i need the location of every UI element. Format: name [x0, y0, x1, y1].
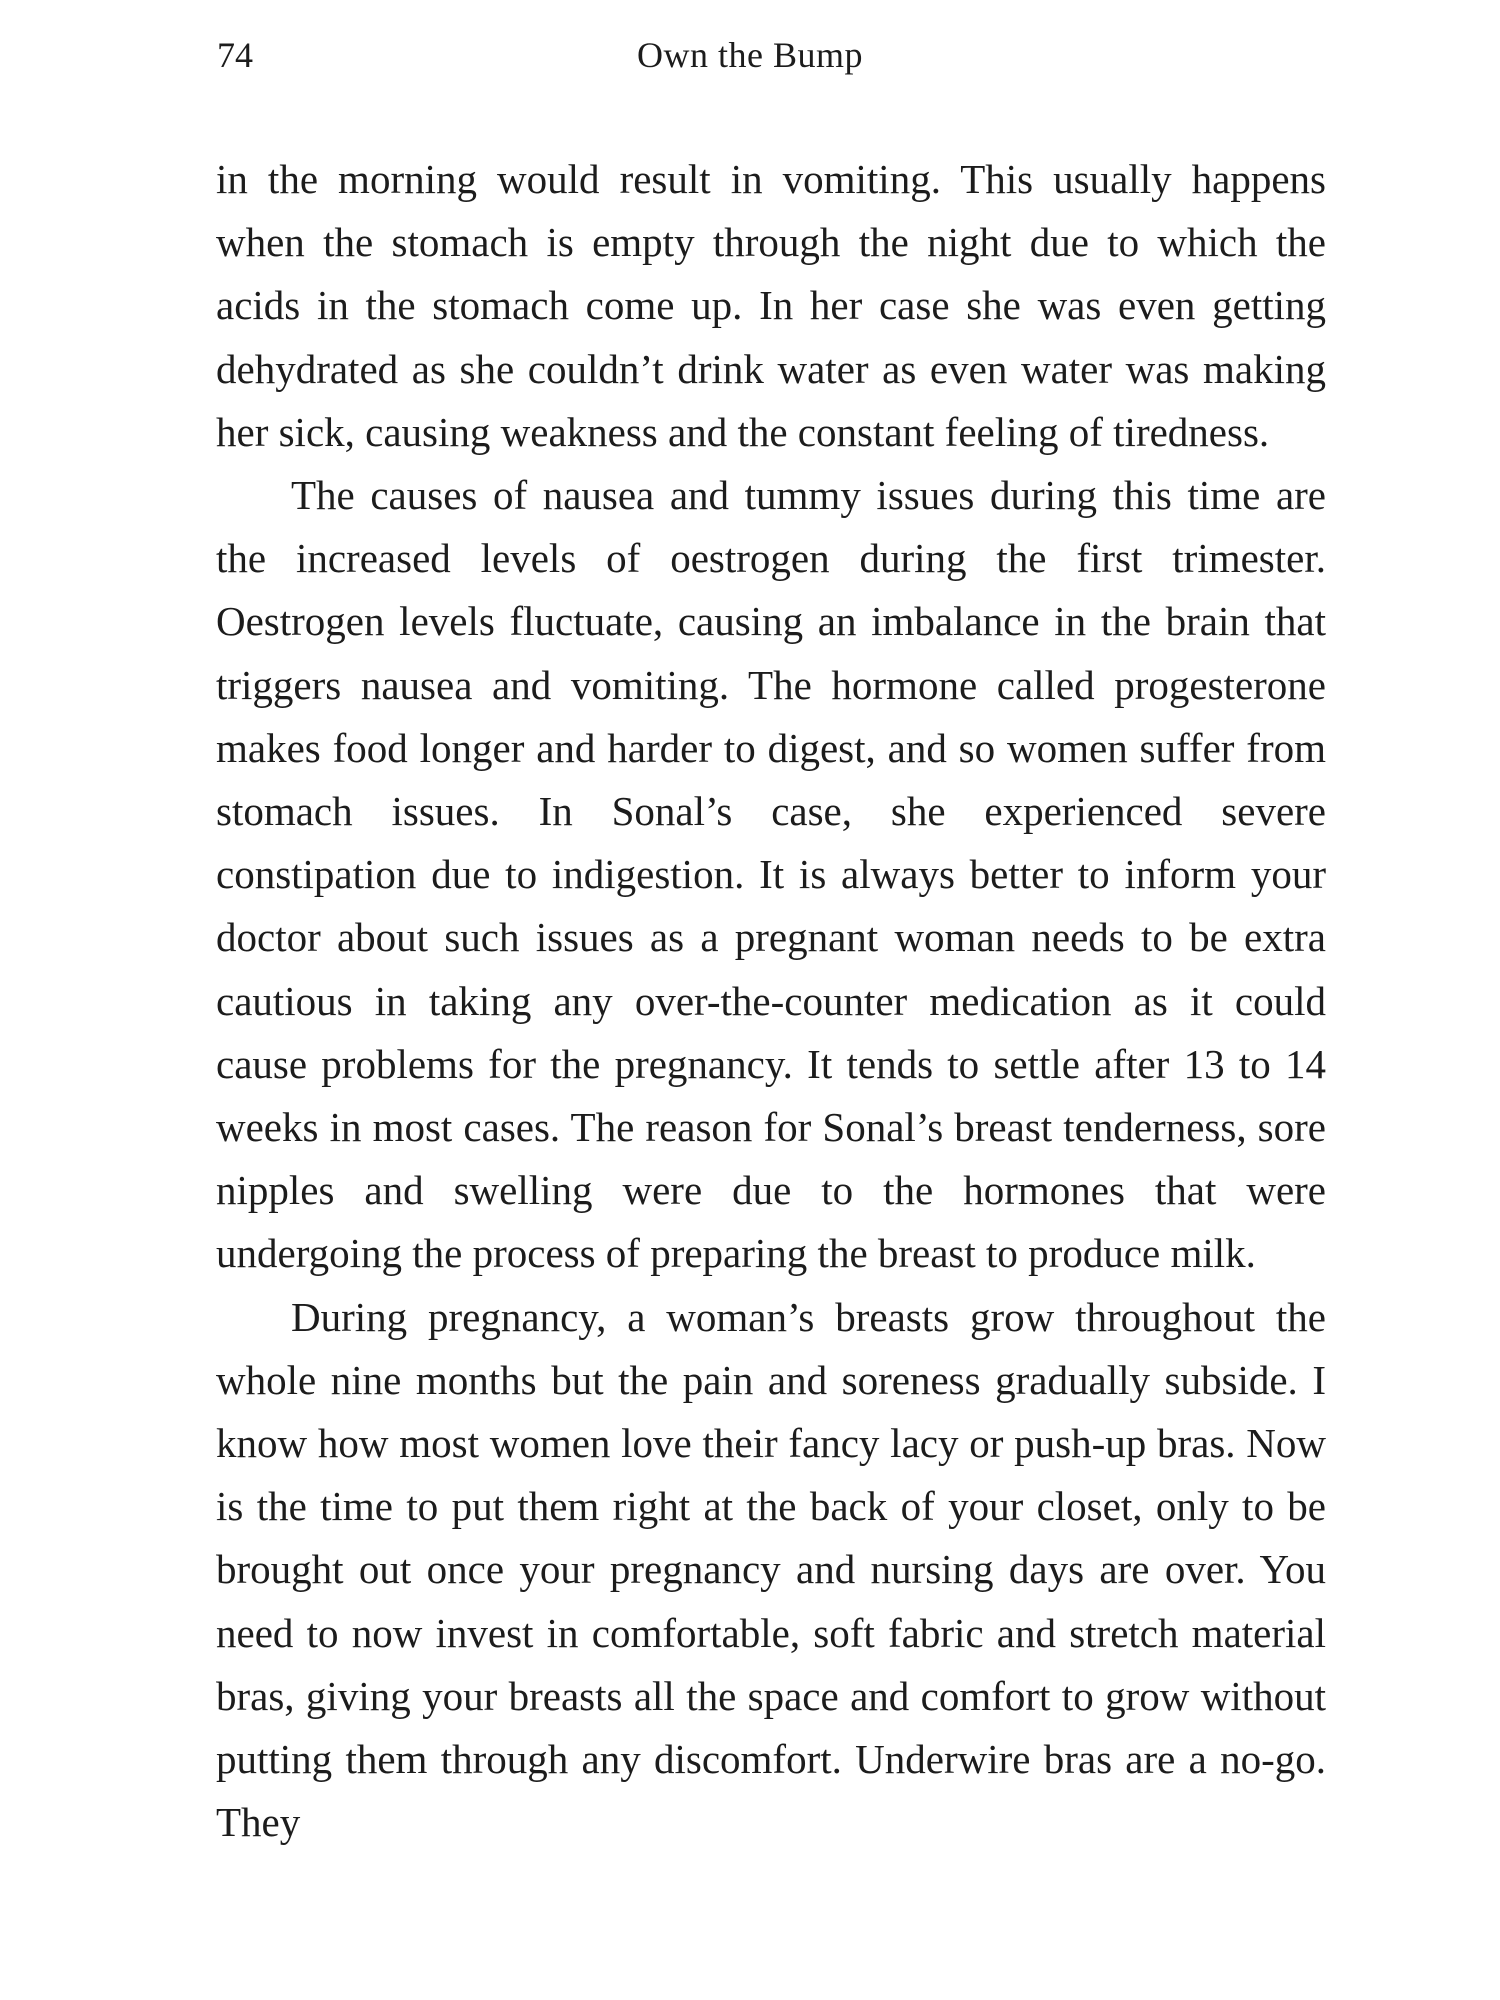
- page-number: 74: [217, 35, 253, 75]
- body-text: [216, 148, 1326, 1854]
- paragraph-2: The causes of nausea and tummy issues during this time are the increased levels of oestrogen during the first trimester. Oestrogen levels fluctuate, causing an imbalance in the brain that triggers nausea and vomiting. The hormone called progesterone makes food longer and harder to digest, and so women suffer from stomach issues. In Sonal’s case, she experienced severe constipation due to indigestion. It is always better to inform your doctor about such issues as a pregnant woman needs to be extra cautious in taking any over-the-counter medication as it could cause problems for the pregnancy. It tends to settle after 13 to 14 weeks in most cases. The reason for Sonal’s breast tenderness, sore nipples and swelling were due to the hormones that were undergoing the process of preparing the breast to produce milk.: [216, 472, 1326, 1277]
- book-title: Own the Bump: [637, 35, 863, 75]
- running-head: [0, 30, 1500, 80]
- paragraph-1: in the morning would result in vomiting. This usually happens when the stomach is empty through the night due to which the acids in the stomach come up. In her case she was even getting dehydrated as she couldn’t drink water as even water was making her sick, causing weakness and the constant feeling of tiredness.: [216, 156, 1326, 455]
- paragraph-3: During pregnancy, a woman’s breasts grow throughout the whole nine months but the pain and soreness gradually subside. I know how most women love their fancy lacy or push-up bras. Now is the time to put them right at the back of your closet, only to be brought out once your pregnancy and nursing days are over. You need to now invest in comfortable, soft fabric and stretch material bras, giving your breasts all the space and comfort to grow without putting them through any discomfort. Underwire bras are a no-go. They: [216, 1293, 1326, 1846]
